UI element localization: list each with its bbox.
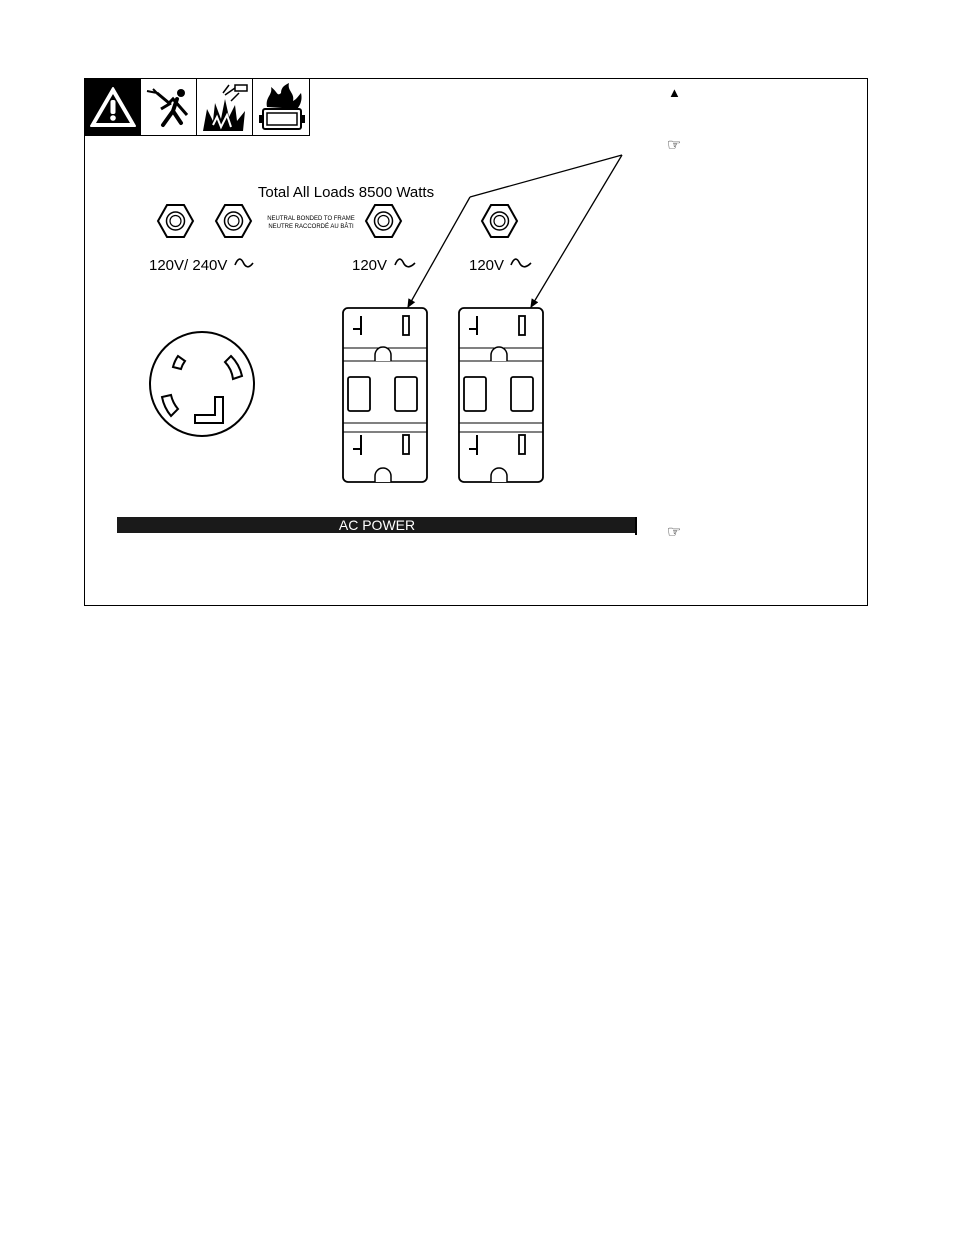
ac-sine-icon-2 — [395, 259, 415, 267]
twist-lock-receptacle — [150, 332, 254, 436]
voltage-label-120-right: 120V — [469, 257, 505, 274]
warning-bullet-icon: ▲ — [668, 85, 681, 100]
note-pointer-icon: ☞ — [667, 137, 682, 154]
callout-leader-lines — [408, 155, 622, 307]
section-bar-end-tick — [635, 517, 637, 535]
neutral-note-line-1: NEUTRAL BONDED TO FRAME — [267, 216, 355, 222]
ac-power-section-bar: AC POWER — [117, 517, 637, 533]
ac-sine-icon-1 — [235, 259, 253, 267]
duplex-receptacle-2 — [459, 308, 543, 482]
voltage-label-120-240: 120V/ 240V — [149, 257, 228, 274]
neutral-note-line-2: NEUTRE RACCORDÉ AU BÂTI — [268, 224, 354, 230]
ac-sine-icon-3 — [511, 259, 531, 267]
stud-terminal-2 — [216, 205, 251, 237]
duplex-receptacle-1 — [343, 308, 427, 482]
stud-terminal-1 — [158, 205, 193, 237]
note-pointer-icon-2: ☞ — [667, 524, 682, 541]
total-loads-label: Total All Loads 8500 Watts — [257, 184, 435, 201]
voltage-label-120-mid: 120V — [352, 257, 388, 274]
safety-figure-frame — [84, 78, 868, 606]
stud-terminal-3 — [366, 205, 401, 237]
stud-terminal-4 — [482, 205, 517, 237]
